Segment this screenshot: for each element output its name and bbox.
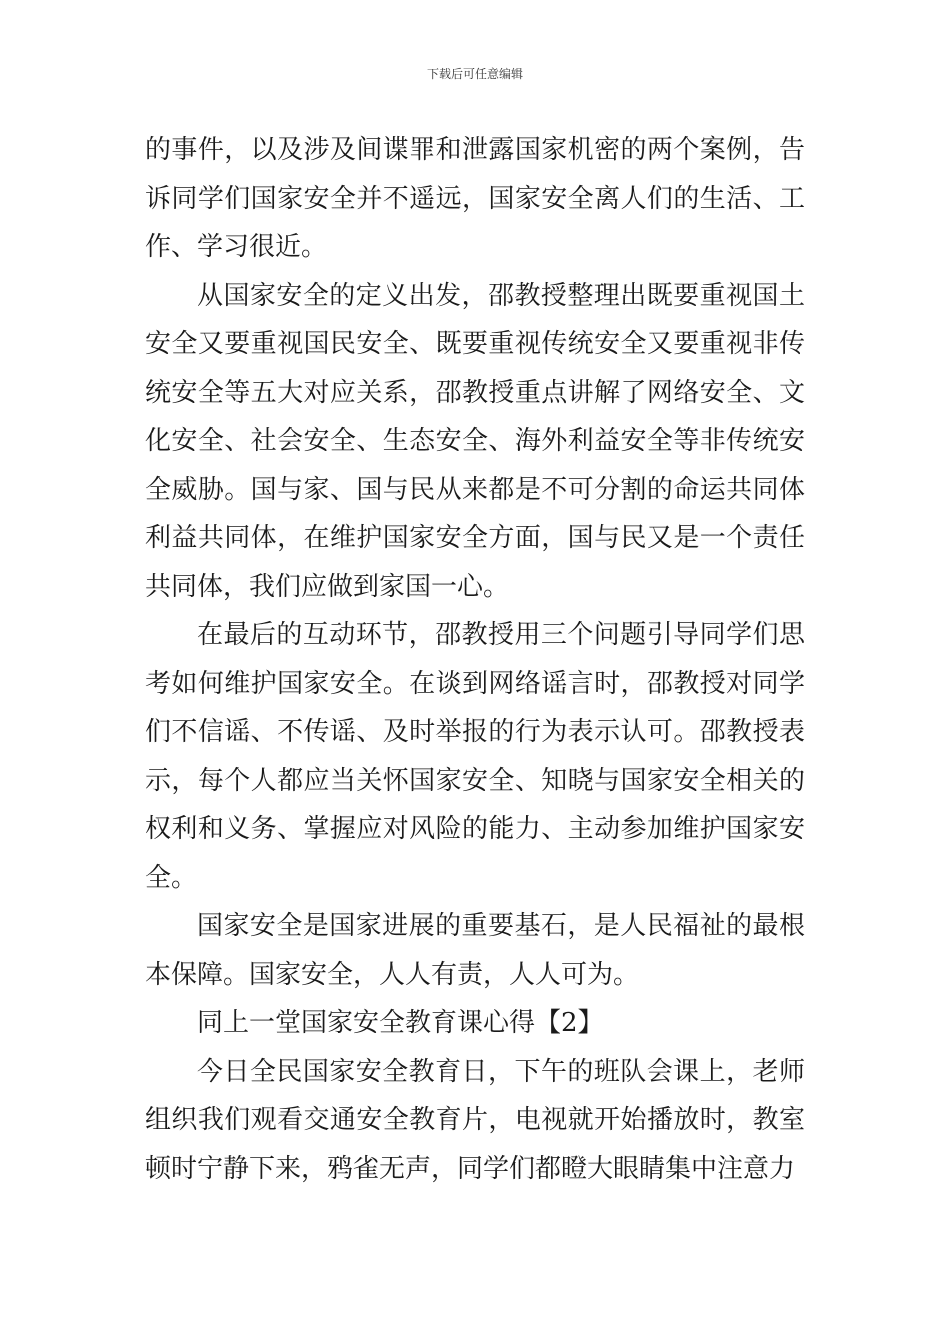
page-header: 下载后可任意编辑 — [426, 67, 523, 81]
paragraph-definition: 从国家安全的定义出发，邵教授整理出既要重视国土安全又要重视国民安全、既要重视传统安全又要重视非传统安全等五大对应关系，邵教授重点讲解了网络安全、文化安全、社会安全、生态安全、海外利益安全等非传统安全威胁。国与家、国与民从来都是不可分割的命运共同体利益共同体，在维护国家安全方面，国与民又是一个责任共同体，我们应做到家国一心。 — [145, 280, 805, 602]
section-heading: 同上一堂国家安全教育课心得【2】 — [197, 1008, 604, 1038]
paragraph-section-two: 今日全民国家安全教育日，下午的班队会课上，老师组织我们观看交通安全教育片，电视就开始播放时，教室顿时宁静下来，鸦雀无声，同学们都瞪大眼睛集中注意力 — [145, 1056, 805, 1184]
paragraph-interaction: 在最后的互动环节，邵教授用三个问题引导同学们思考如何维护国家安全。在谈到网络谣言时，邵教授对同学们不信谣、不传谣、及时举报的行为表示认可。邵教授表示，每个人都应当关怀国家安全、知晓与国家安全相关的权利和义务、掌握应对风险的能力、主动参加维护国家安全。 — [145, 620, 805, 893]
paragraph-continuation: 的事件，以及涉及间谍罪和泄露国家机密的两个案例，告诉同学们国家安全并不遥远，国家安全离人们的生活、工作、学习很近。 — [145, 135, 805, 262]
document-body — [145, 126, 805, 1193]
paragraph-conclusion: 国家安全是国家进展的重要基石，是人民福祉的最根本保障。国家安全，人人有责，人人可为。 — [145, 911, 805, 990]
